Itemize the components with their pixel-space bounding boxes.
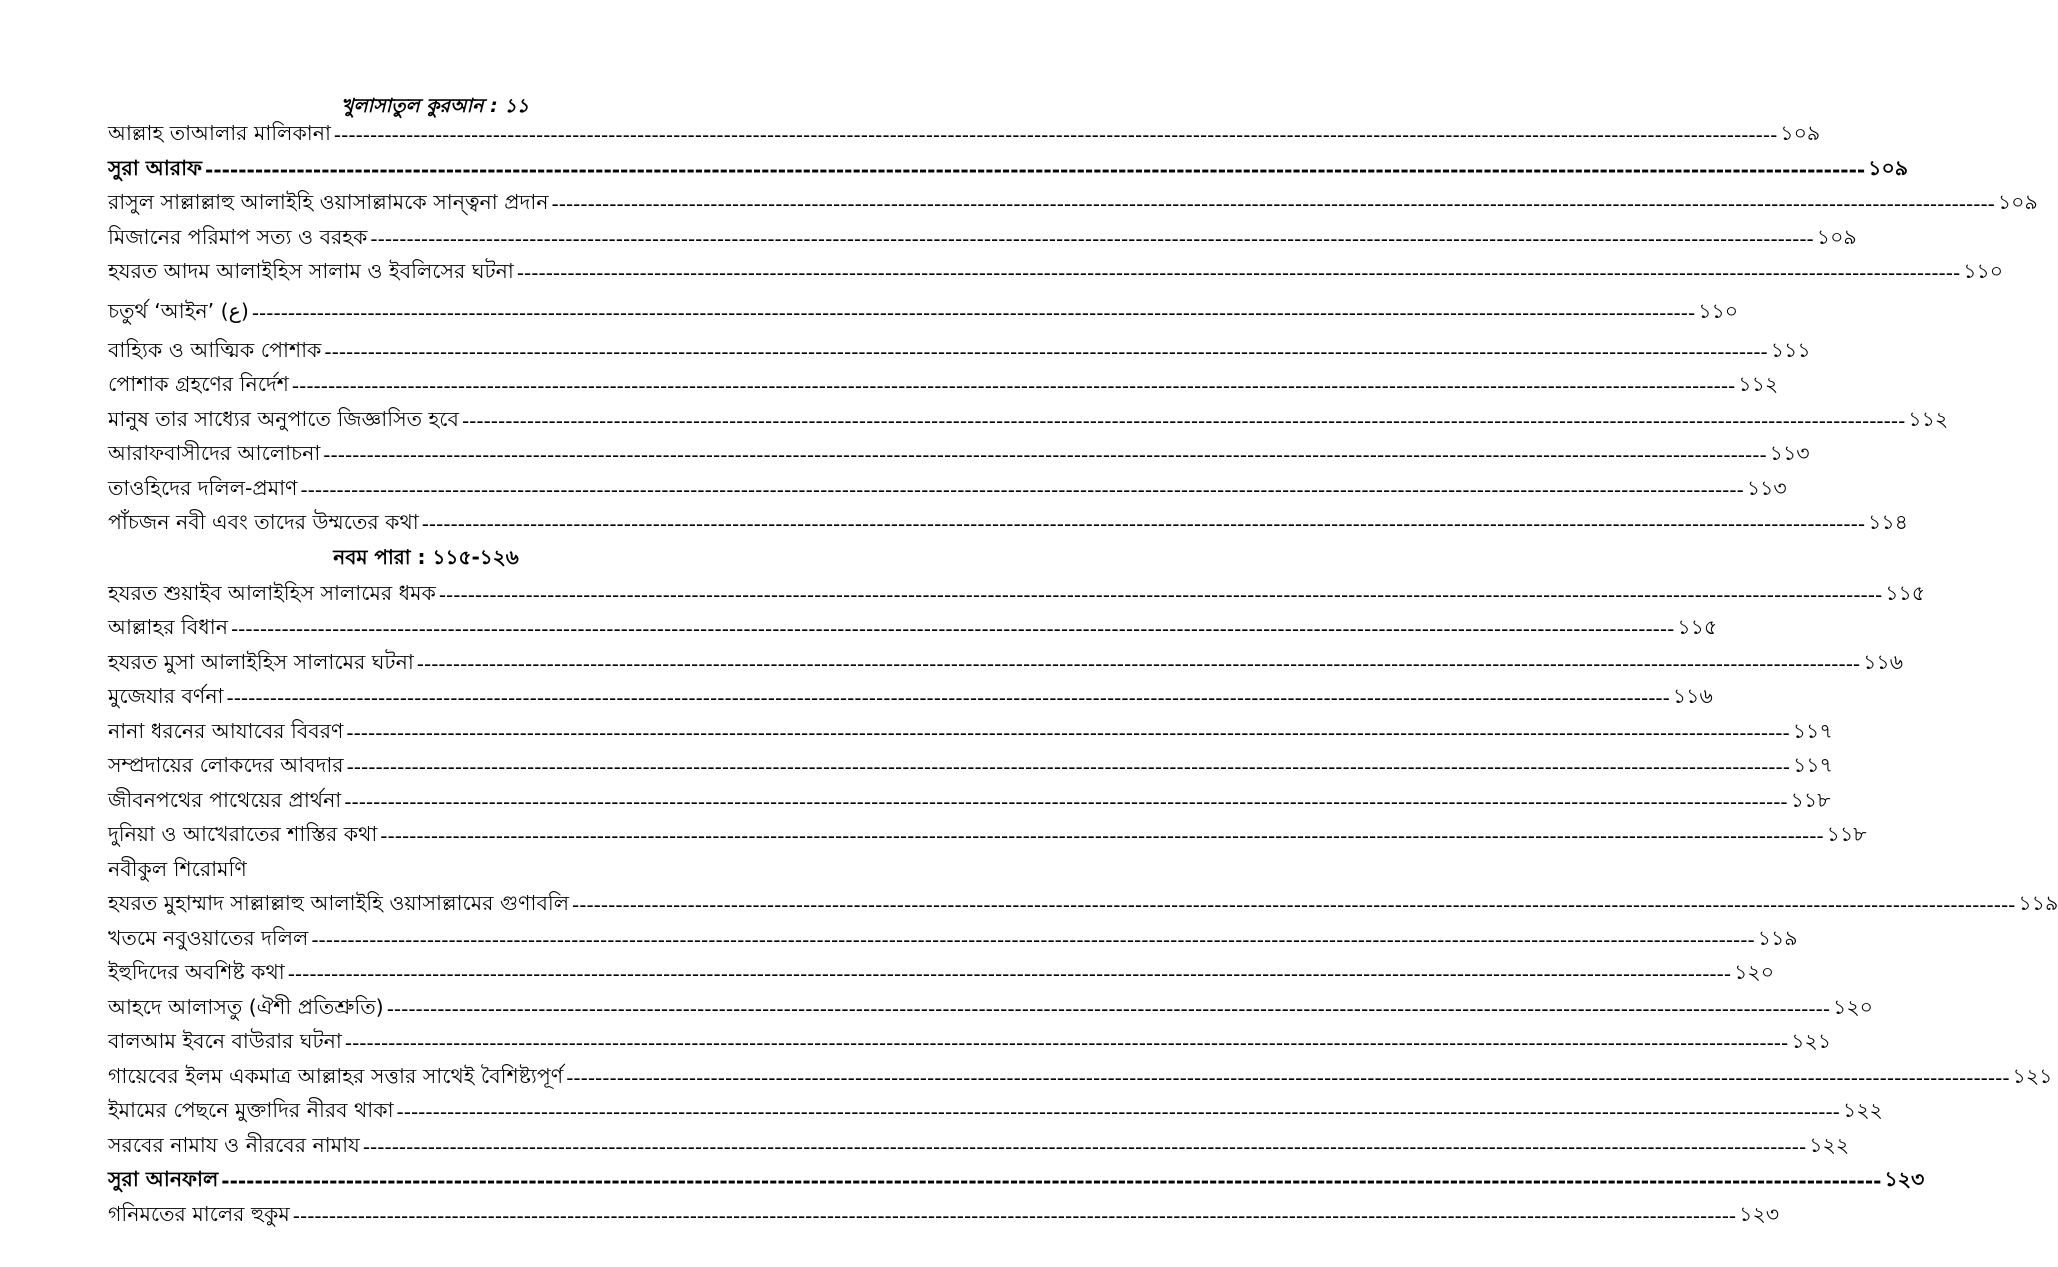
toc-entry (108, 923, 1798, 958)
toc-entry (108, 750, 1833, 785)
toc-entry-page: ১০৯ (1816, 224, 1857, 249)
toc-entry-page: ১০৯ (1780, 121, 1821, 146)
toc-group-part-9 (108, 578, 2058, 1234)
dot-leader: -------------------------------------------------------------------------------------------------------------------------------------------------------------------------------------------------------- (551, 192, 1995, 217)
toc-entry (108, 1130, 1850, 1165)
dot-leader: -------------------------------------------------------------------------------------------------------------------------------------------------------------------------------------------------------- (251, 300, 1696, 325)
toc-entry-page: ১১২ (1738, 372, 1779, 397)
toc-entry-page: ১১৯ (1757, 925, 1798, 950)
dot-leader: -------------------------------------------------------------------------------------------------------------------------------------------------------------------------------------------------------- (205, 157, 1866, 182)
dot-leader: -------------------------------------------------------------------------------------------------------------------------------------------------------------------------------------------------------- (416, 651, 1861, 676)
toc-entry-title: সুরা আনফাল (108, 1167, 219, 1192)
toc-entry-title: সুরা আরাফ (108, 155, 203, 180)
toc-entry-page: ১১৮ (1790, 787, 1831, 812)
toc-entry (108, 785, 1831, 820)
toc-entry-title: গনিমতের মালের হুকুম (108, 1201, 290, 1226)
toc-entry (108, 507, 1908, 542)
toc-entry-page: ১১১ (1770, 337, 1811, 362)
toc-entry-page: ১১৬ (1863, 649, 1904, 674)
dot-leader: -------------------------------------------------------------------------------------------------------------------------------------------------------------------------------------------------------- (230, 617, 1675, 642)
toc-entry (108, 256, 2004, 291)
toc-entry-title: সম্প্রদায়ের লোকদের আবদার (108, 753, 344, 778)
toc-entry-page: ১১৯ (2018, 891, 2058, 916)
dot-leader: -------------------------------------------------------------------------------------------------------------------------------------------------------------------------------------------------------- (386, 996, 1831, 1021)
toc-group-part-8 (108, 118, 2038, 542)
toc-entry-page: ১২২ (1809, 1132, 1850, 1157)
dot-leader: -------------------------------------------------------------------------------------------------------------------------------------------------------------------------------------------------------- (380, 824, 1824, 849)
dot-leader: -------------------------------------------------------------------------------------------------------------------------------------------------------------------------------------------------------- (362, 1134, 1807, 1159)
dot-leader: -------------------------------------------------------------------------------------------------------------------------------------------------------------------------------------------------------- (421, 512, 1866, 537)
dot-leader: -------------------------------------------------------------------------------------------------------------------------------------------------------------------------------------------------------- (346, 755, 1790, 780)
toc-entry (108, 854, 744, 889)
toc-entry-title: বাহ্যিক ও আত্মিক পোশাক (108, 337, 322, 362)
table-of-contents (108, 118, 2058, 1233)
toc-entry (108, 291, 1739, 335)
toc-entry (108, 681, 1713, 716)
toc-entry-page: ১১৮ (1826, 822, 1867, 847)
toc-entry-title: রাসুল সাল্লাল্লাহু আলাইহি ওয়াসাল্লামকে সান্ত্বনা প্রদান (108, 190, 549, 215)
toc-entry-page: ১১৫ (1885, 580, 1926, 605)
toc-entry-title: ইহুদিদের অবশিষ্ট কথা (108, 960, 285, 985)
dot-leader: -------------------------------------------------------------------------------------------------------------------------------------------------------------------------------------------------------- (461, 408, 1906, 433)
toc-entry (108, 473, 1787, 508)
toc-entry-page: ১১০ (1963, 259, 2004, 284)
toc-entry-title: হযরত মুহাম্মাদ সাল্লাল্লাহু আলাইহি ওয়াসাল্লামের গুণাবলি (108, 891, 570, 916)
toc-entry (108, 647, 1904, 682)
toc-entry-title: চতুর্থ ‘আইন’ (ع) (108, 298, 249, 323)
dot-leader: -------------------------------------------------------------------------------------------------------------------------------------------------------------------------------------------------------- (292, 1203, 1737, 1228)
toc-entry-page: ১২৩ (1739, 1201, 1780, 1226)
dot-leader: -------------------------------------------------------------------------------------------------------------------------------------------------------------------------------------------------------- (344, 1031, 1789, 1056)
toc-entry-title: পাঁচজন নবী এবং তাদের উম্মতের কথা (108, 510, 419, 535)
toc-entry-title: আল্লাহ তাআলার মালিকানা (108, 121, 331, 146)
toc-entry (108, 612, 1718, 647)
toc-entry-title: মুজেযার বর্ণনা (108, 684, 224, 709)
toc-entry-title: তাওহিদের দলিল-প্রমাণ (108, 475, 298, 500)
dot-leader: -------------------------------------------------------------------------------------------------------------------------------------------------------------------------------------------------------- (333, 123, 1778, 148)
toc-entry-title: বালআম ইবনে বাউরার ঘটনা (108, 1029, 342, 1054)
dot-leader: -------------------------------------------------------------------------------------------------------------------------------------------------------------------------------------------------------- (221, 1169, 1882, 1194)
toc-entry-title: মানুষ তার সাধ্যের অনুপাতে জিজ্ঞাসিত হবে (108, 406, 459, 431)
toc-entry-page: ১২০ (1734, 960, 1775, 985)
toc-entry-page: ১১০ (1698, 298, 1739, 323)
dot-leader: -------------------------------------------------------------------------------------------------------------------------------------------------------------------------------------------------------- (226, 686, 1670, 711)
toc-entry (108, 1095, 1883, 1130)
running-header: খুলাসাতুল কুরআন : ১১ (341, 95, 529, 117)
toc-entry (108, 1199, 1780, 1234)
toc-entry (108, 187, 2038, 222)
toc-entry-page: ১১৩ (1746, 475, 1787, 500)
toc-entry-page: ১২৩ (1884, 1167, 1925, 1192)
toc-entry-title: গায়েবের ইলম একমাত্র আল্লাহর সত্তার সাথেই বৈশিষ্ট্যপূর্ণ (108, 1063, 564, 1088)
toc-entry-title: মিজানের পরিমাপ সত্য ও বরহক (108, 224, 368, 249)
dot-leader: -------------------------------------------------------------------------------------------------------------------------------------------------------------------------------------------------------- (370, 226, 1814, 251)
toc-entry (108, 992, 1874, 1027)
toc-entry-title: ইমামের পেছনে মুক্তাদির নীরব থাকা (108, 1098, 394, 1123)
toc-entry (108, 1061, 2053, 1096)
toc-entry-page: ১১৪ (1868, 510, 1908, 535)
toc-entry-page: ১২০ (1833, 994, 1874, 1019)
toc-entry-page: ১১২ (1908, 406, 1949, 431)
toc-entry-page: ১০৯ (1868, 155, 1909, 180)
toc-entry-title: আরাফবাসীদের আলোচনা (108, 441, 321, 466)
toc-entry-title: হযরত আদম আলাইহিস সালাম ও ইবলিসের ঘটনা (108, 259, 514, 284)
toc-entry (108, 1164, 1925, 1199)
toc-entry-page: ১২১ (2012, 1063, 2053, 1088)
toc-entry (108, 888, 2058, 923)
toc-entry-title: জীবনপথের পাথেয়ের প্রার্থনা (108, 787, 342, 812)
toc-entry (108, 578, 1926, 613)
toc-entry (108, 335, 1811, 370)
dot-leader: -------------------------------------------------------------------------------------------------------------------------------------------------------------------------------------------------------- (287, 962, 1732, 987)
toc-entry-page: ১১৫ (1677, 615, 1718, 640)
toc-entry-title: আল্লাহর বিধান (108, 615, 228, 640)
dot-leader: -------------------------------------------------------------------------------------------------------------------------------------------------------------------------------------------------------- (323, 443, 1767, 468)
dot-leader: -------------------------------------------------------------------------------------------------------------------------------------------------------------------------------------------------------- (572, 893, 2016, 918)
toc-entry-title: পোশাক গ্রহণের নির্দেশ (108, 372, 289, 397)
toc-entry-page: ১২১ (1791, 1029, 1832, 1054)
dot-leader: -------------------------------------------------------------------------------------------------------------------------------------------------------------------------------------------------------- (324, 339, 1768, 364)
toc-entry (108, 957, 1775, 992)
dot-leader: -------------------------------------------------------------------------------------------------------------------------------------------------------------------------------------------------------- (344, 789, 1788, 814)
toc-entry-title: হযরত শুয়াইব আলাইহিস সালামের ধমক (108, 580, 436, 605)
toc-entry-page: ১১৭ (1792, 718, 1833, 743)
toc-entry (108, 404, 1949, 439)
dot-leader: -------------------------------------------------------------------------------------------------------------------------------------------------------------------------------------------------------- (566, 1065, 2010, 1090)
toc-entry-page: ১১৬ (1672, 684, 1713, 709)
dot-leader: -------------------------------------------------------------------------------------------------------------------------------------------------------------------------------------------------------- (300, 477, 1744, 502)
toc-entry-title: খতমে নবুওয়াতের দলিল (108, 925, 309, 950)
toc-entry (108, 153, 1909, 188)
dot-leader: -------------------------------------------------------------------------------------------------------------------------------------------------------------------------------------------------------- (396, 1100, 1840, 1125)
toc-entry (108, 819, 1867, 854)
toc-entry-page: ১১৭ (1792, 753, 1833, 778)
dot-leader: -------------------------------------------------------------------------------------------------------------------------------------------------------------------------------------------------------- (311, 927, 1755, 952)
toc-entry (108, 1026, 1832, 1061)
toc-entry-page: ১১৩ (1769, 441, 1810, 466)
toc-entry-title: হযরত মুসা আলাইহিস সালামের ঘটনা (108, 649, 414, 674)
section-heading: নবম পারা : ১১৫-১২৬ (333, 545, 519, 569)
toc-entry-title: সরবের নামায ও নীরবের নামায (108, 1132, 360, 1157)
toc-entry-page: ১০৯ (1997, 190, 2038, 215)
toc-entry (108, 118, 1821, 153)
dot-leader: -------------------------------------------------------------------------------------------------------------------------------------------------------------------------------------------------------- (291, 374, 1736, 399)
toc-entry-title: আহদে আলাসতু (ঐশী প্রতিশ্রুতি) (108, 994, 384, 1019)
dot-leader: -------------------------------------------------------------------------------------------------------------------------------------------------------------------------------------------------------- (516, 261, 1961, 286)
toc-entry (108, 716, 1833, 751)
toc-entry-page: ১২২ (1842, 1098, 1883, 1123)
dot-leader: -------------------------------------------------------------------------------------------------------------------------------------------------------------------------------------------------------- (346, 720, 1790, 745)
toc-entry (108, 369, 1779, 404)
toc-entry-title: নানা ধরনের আযাবের বিবরণ (108, 718, 344, 743)
toc-entry (108, 222, 1857, 257)
toc-entry-title: নবীকুল শিরোমণি (108, 856, 247, 881)
dot-leader: -------------------------------------------------------------------------------------------------------------------------------------------------------------------------------------------------------- (438, 582, 1883, 607)
toc-entry (108, 438, 1810, 473)
toc-entry-title: দুনিয়া ও আখেরাতের শাস্তির কথা (108, 822, 378, 847)
